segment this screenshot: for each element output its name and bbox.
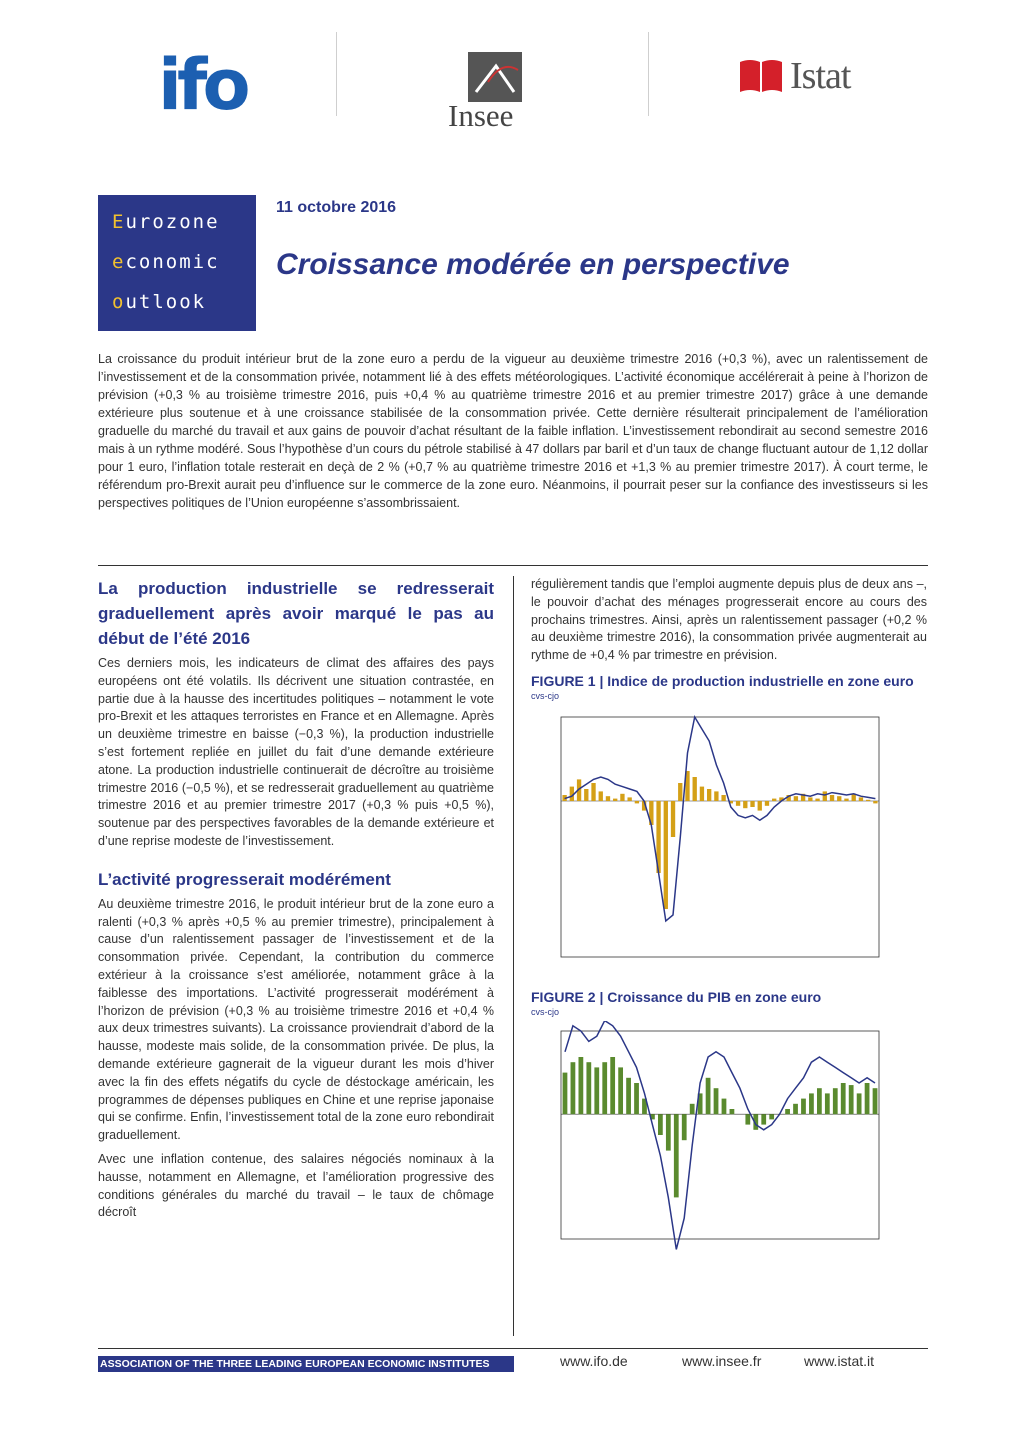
bar xyxy=(823,791,827,801)
figure-2-title: FIGURE 2 | Croissance du PIB en zone euro xyxy=(531,988,822,1005)
bar xyxy=(635,801,639,803)
footer-association-band: ASSOCIATION OF THE THREE LEADING EUROPEAN ECONOMIC INSTITUTES xyxy=(98,1356,514,1372)
bar xyxy=(769,1114,774,1119)
istat-wordmark: Istat xyxy=(790,55,851,97)
bar xyxy=(745,1114,750,1124)
bar xyxy=(730,1109,735,1114)
bar xyxy=(833,1088,838,1114)
left-column xyxy=(98,576,494,1222)
bar xyxy=(736,801,740,806)
bar xyxy=(859,797,863,801)
bar xyxy=(626,1078,631,1114)
footer-divider xyxy=(98,1348,928,1349)
ifo-link[interactable]: www.ifo.de xyxy=(560,1353,628,1369)
bar xyxy=(707,789,711,801)
insee-emblem-icon xyxy=(468,52,522,102)
bar xyxy=(610,1057,615,1114)
bar xyxy=(825,1093,830,1114)
bar xyxy=(849,1085,854,1114)
bar xyxy=(674,1114,679,1197)
section-body: régulièrement tandis que l’emploi augmente depuis plus de deux ans –, le pouvoir d’achat des ménages progresserait encore au cours des prochains trimestres. Ainsi, après un ralentissement passager (+0,2 % au deuxième trimestre 2016), la consommation privée augmenterait au rythme de +0,4 % par trimestre en prévision. xyxy=(531,577,927,663)
bar xyxy=(678,783,682,801)
bar xyxy=(586,1062,591,1114)
istat-flag-icon xyxy=(740,58,782,92)
bar xyxy=(594,1067,599,1114)
bar xyxy=(722,1099,727,1115)
section-body: Au deuxième trimestre 2016, le produit intérieur brut de la zone euro a ralenti (+0,3 % après +0,5 % au premier trimestre), principalement à cause d’un ralentissement passager de l’investissement et de la consommation privée. Cependant, la contribution du commerce extérieur à la croissance s’est améliorée, notamment grâce à la faiblesse des importations. L’activité progresserait modérément à l’horizon de prévision (+0,3 % au troisième trimestre 2016 et +0,4 % aux deux trimestres suivants). La croissance proviendrait d’abord de la hausse, modeste mais solide, de la consommation privée. De plus, la demande extérieure gagnerait de la vigueur durant les mois d’hiver avec la fin des effets négatifs du cycle de déstockage américain, les programmes de dépenses publiques en Chine et une reprise japonaise qui se confirme. Enfin, l’investissement total de la zone euro rebondirait graduellement. xyxy=(98,896,494,1143)
bar xyxy=(765,801,769,806)
series-line xyxy=(565,1021,875,1249)
bar xyxy=(809,1093,814,1114)
bar xyxy=(571,1062,576,1114)
ifo-logo: ifo xyxy=(158,44,246,126)
eurozone-outlook-box xyxy=(98,195,256,331)
figure-1-subtitle: cvs-cjo xyxy=(531,690,560,701)
section-heading: La production industrielle se redresserait graduellement après avoir marqué le pas au début de l’été 2016 xyxy=(98,579,494,648)
insee-wordmark: Insee xyxy=(448,98,514,133)
plot-frame xyxy=(561,717,879,957)
bar xyxy=(772,799,776,801)
box-line: outlook xyxy=(112,291,207,313)
bar xyxy=(602,1062,607,1114)
bar xyxy=(591,783,595,801)
bar xyxy=(584,789,588,801)
bar xyxy=(873,801,877,803)
bar xyxy=(815,799,819,801)
bar xyxy=(793,1104,798,1114)
plot-frame xyxy=(561,1031,879,1239)
publication-date: 11 octobre 2016 xyxy=(276,199,397,216)
bar xyxy=(693,777,697,801)
bar xyxy=(866,800,870,801)
bar xyxy=(563,1073,568,1115)
box-line: economic xyxy=(112,251,220,273)
bar xyxy=(613,799,617,801)
bar xyxy=(750,801,754,807)
bar xyxy=(801,1099,806,1115)
section-heading: L’activité progresserait modérément xyxy=(98,869,391,889)
bar xyxy=(634,1083,639,1114)
bar xyxy=(606,796,610,801)
bar xyxy=(714,791,718,801)
bar xyxy=(865,1083,870,1114)
bar xyxy=(785,1109,790,1114)
bar xyxy=(620,794,624,801)
bar xyxy=(682,1114,687,1140)
figure-2-subtitle: cvs-cjo xyxy=(531,1006,560,1017)
bar xyxy=(578,1057,583,1114)
bar xyxy=(817,1088,822,1114)
bar xyxy=(706,1078,711,1114)
logo-divider xyxy=(648,32,649,116)
bar xyxy=(758,801,762,811)
right-column xyxy=(531,576,927,1261)
bar xyxy=(873,1088,878,1114)
bar xyxy=(761,1114,766,1124)
section-body: Ces derniers mois, les indicateurs de climat des affaires des pays européens ont été volatils. Ils décrivent une situation contrastée, en partie due à la hausse des incertitudes politiques – notamment le vote pro-Brexit et les attaques terroristes en France et en Allemagne. Après un deuxième trimestre en baisse (−0,3 %), la production industrielle s’est fortement repliée en juillet du fait d’une demande extérieure atone. La production industrielle continuerait de décroître au troisième trimestre 2016 (−0,5 %), et se redresserait graduellement au quatrième trimestre 2016 et au premier trimestre 2017 (+0,3 % puis +0,5 %), soutenue par des perspectives favorables de la demande extérieure et d’une reprise modeste de l’investissement. xyxy=(98,656,494,848)
istat-link[interactable]: www.istat.it xyxy=(804,1353,875,1369)
figure-1-chart xyxy=(531,705,911,985)
section-body: Avec une inflation contenue, des salaires négociés nominaux à la hausse, notamment en Allemagne, et l’amélioration progressive des conditions générales du marché du travail – le taux de chômage décroît xyxy=(98,1151,494,1220)
bar xyxy=(664,801,668,909)
bar xyxy=(857,1093,862,1114)
bar xyxy=(743,801,747,808)
figure-2-chart xyxy=(531,1021,911,1261)
intro-paragraph: La croissance du produit intérieur brut de la zone euro a perdu de la vigueur au deuxième trimestre 2016 (+0,3 %), avec un ralentissement de l’investissement et de la consommation privée, notamment lié à des effets météorologiques. L’activité économique accélérerait à peine à l’horizon de prévision (+0,3 % au troisième trimestre 2016, puis +0,4 % au quatrième trimestre 2016 et au premier trimestre 2017) grâce à une demande extérieure plus soutenue et à une croissance stabilisée de la consommation privée. Cette dernière résulterait principalement de l’amélioration graduelle du marché du travail et aux gains de pouvoir d’achat résultant de la faible inflation. L’investissement rebondirait au second semestre 2016 mais à un rythme modéré. Sous l’hypothèse d’un cours du pétrole stabilisé à 47 dollars par baril et d’un taux de change fluctuant autour de 1,12 dollar pour 1 euro, l’inflation totale resterait en deçà de 2 % (+0,7 % au quatrième trimestre 2016 et +1,3 % au premier trimestre 2017). À court terme, le référendum pro-Brexit aurait peu d’influence sur le commerce de la zone euro. Néanmoins, il pourrait peser sur la confiance des investisseurs si les perspectives politiques de l’Union européenne s’assombrissaient. xyxy=(98,352,928,510)
bar xyxy=(666,1114,671,1150)
series-line xyxy=(565,717,876,921)
bar xyxy=(700,787,704,801)
bar xyxy=(627,797,631,801)
logo-divider xyxy=(336,32,337,116)
bar xyxy=(658,1114,663,1135)
bar xyxy=(714,1088,719,1114)
bar xyxy=(830,795,834,801)
bar xyxy=(671,801,675,837)
divider xyxy=(98,565,928,566)
bar xyxy=(794,796,798,801)
istat-logo xyxy=(740,54,860,154)
box-line: Eurozone xyxy=(112,211,220,233)
figure-1-title: FIGURE 1 | Indice de production industrielle en zone euro xyxy=(531,672,914,689)
logo-bar xyxy=(0,28,1024,148)
bar xyxy=(808,797,812,801)
column-divider xyxy=(513,576,514,1336)
bar xyxy=(837,796,841,801)
page-title: Croissance modérée en perspective xyxy=(276,248,790,281)
bar xyxy=(841,1083,846,1114)
bar xyxy=(690,1104,695,1114)
bar xyxy=(599,791,603,801)
insee-logo xyxy=(440,48,540,158)
bar xyxy=(618,1067,623,1114)
bar xyxy=(844,799,848,801)
bar xyxy=(721,795,725,801)
insee-link[interactable]: www.insee.fr xyxy=(682,1353,762,1369)
